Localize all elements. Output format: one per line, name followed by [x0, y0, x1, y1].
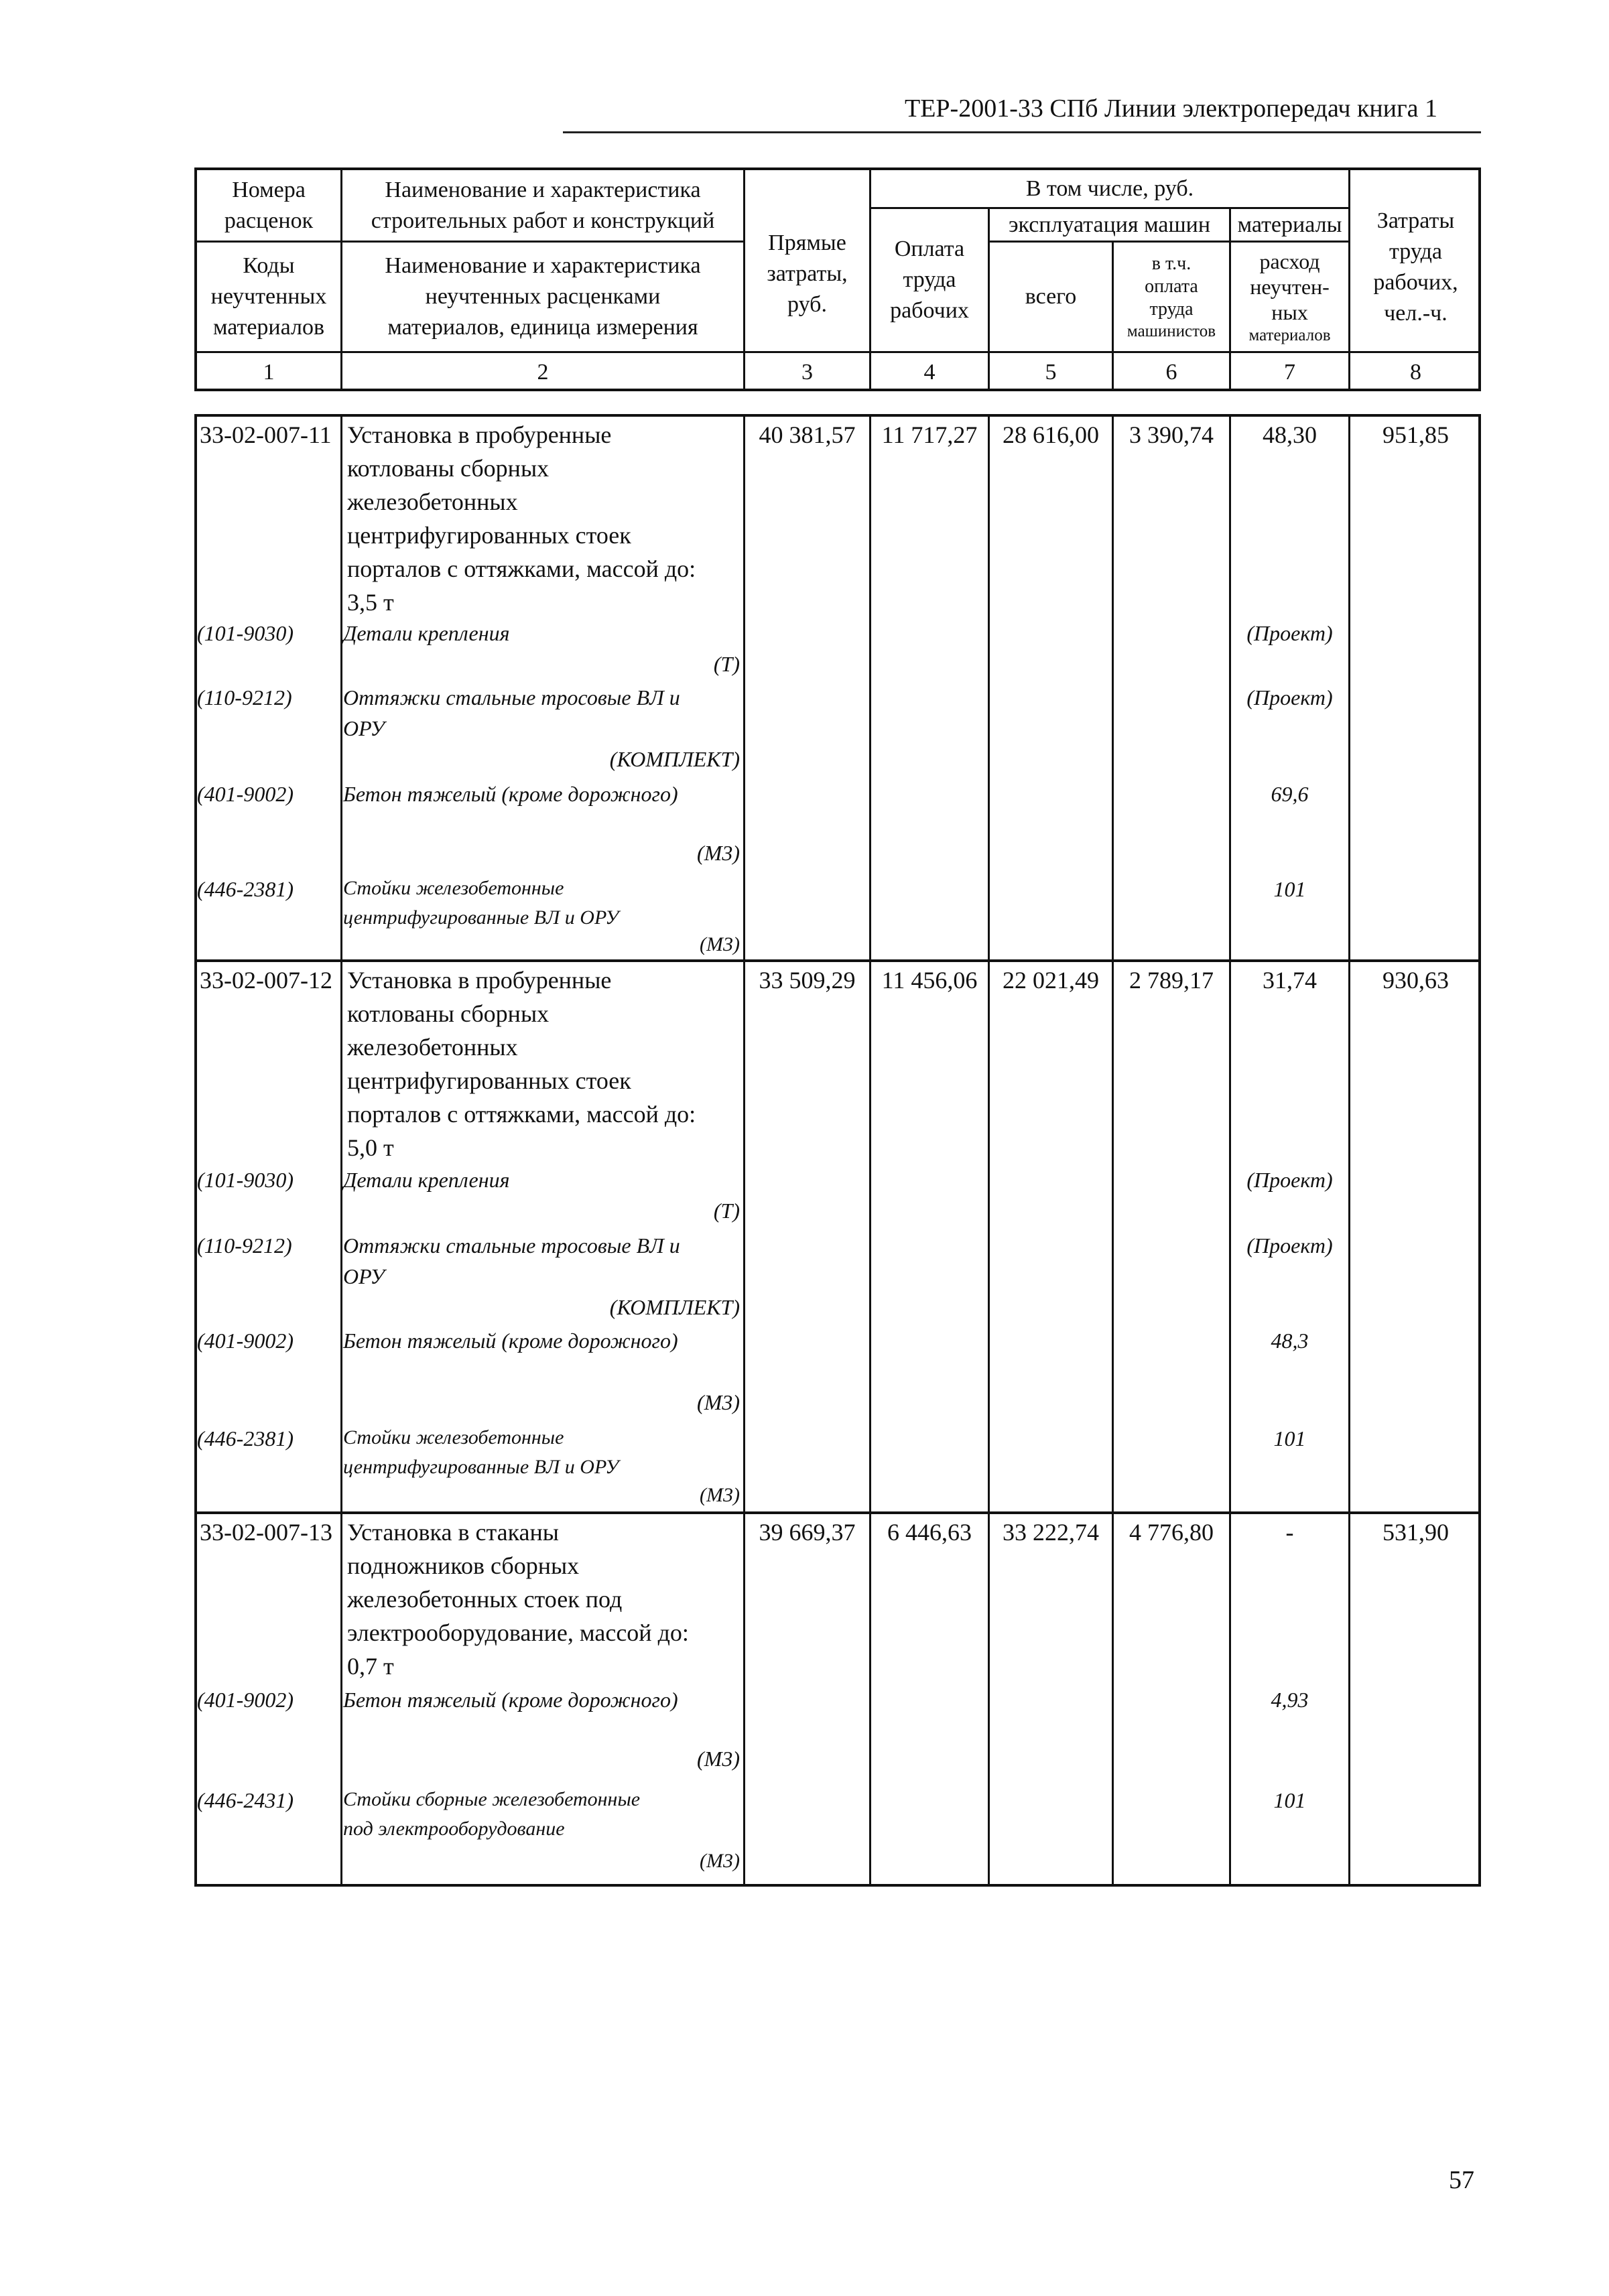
material-code: (110-9212) — [197, 1233, 292, 1258]
material-qty: 69,6 — [1271, 782, 1309, 806]
header-col8: Затраты — [1376, 208, 1455, 233]
material-code: (446-2381) — [197, 1426, 294, 1450]
header-col5: всего — [1025, 284, 1077, 309]
material-qty: 101 — [1273, 1426, 1306, 1450]
header-group-title: В том числе, руб. — [1025, 176, 1194, 201]
labor-hours: 930,63 — [1382, 967, 1449, 994]
material-qty: (Проект) — [1246, 1233, 1333, 1258]
materials-cost: 31,74 — [1263, 967, 1317, 994]
direct-costs: 40 381,57 — [759, 421, 856, 448]
material-qty: (Проект) — [1246, 685, 1333, 710]
col-number-5: 5 — [1045, 359, 1057, 385]
materials-cost: 48,30 — [1263, 421, 1317, 448]
header-rule — [563, 131, 1481, 133]
material-name: Стойки сборные железобетонные под электрооборудование (М3) — [343, 1788, 740, 1872]
header-col2-bottom: Наименование и характеристика — [385, 253, 701, 278]
rate-description: Установка в пробуренные котлованы сборных железобетонных центрифугированных стоек порталов с оттяжками, массой до: 5,0 т — [347, 967, 696, 1161]
col-number-1: 1 — [263, 359, 275, 385]
header-col1-bottom: Коды — [243, 253, 295, 278]
labor-pay: 11 717,27 — [881, 421, 978, 448]
material-qty: (Проект) — [1246, 621, 1333, 645]
header-machines: эксплуатация машин — [1008, 212, 1211, 237]
table-header: Номера расценок Коды неучтенных материалов Наименование и характеристика строительных работ и конструкций Наименование и характеристика неучтенных расценками материалов, единица измерения Прямые затраты, руб. В том числе, руб. Оплата труда рабочих эксплуатация машин всего в т.ч. оплата труда машинистов материалы расход неучтен- ных материалов Затраты труда рабочих, чел.-ч. 1 2 3 4 5 6 7 8 — [194, 167, 1481, 391]
labor-hours: 531,90 — [1382, 1519, 1449, 1546]
header-col6: в т.ч. — [1151, 253, 1192, 274]
material-name: Детали крепления (Т) — [343, 621, 740, 676]
direct-costs: 39 669,37 — [759, 1519, 856, 1546]
material-code: (401-9002) — [197, 782, 294, 806]
material-name: Бетон тяжелый (кроме дорожного) (М3) — [343, 782, 740, 865]
material-name: Бетон тяжелый (кроме дорожного) (М3) — [343, 1329, 740, 1414]
col-number-2: 2 — [537, 359, 549, 385]
rate-block-33-02-007-12 — [194, 959, 1481, 1514]
material-qty: 48,3 — [1271, 1329, 1309, 1353]
header-col7: расход — [1259, 249, 1320, 273]
material-name: Детали крепления (Т) — [343, 1168, 740, 1223]
material-name: Оттяжки стальные тросовые ВЛ и ОРУ (КОМПЛЕКТ) — [343, 1233, 740, 1319]
header-col1-top: Номера — [232, 177, 306, 202]
header-col4: Оплата — [894, 237, 965, 261]
material-qty: 101 — [1273, 877, 1306, 901]
material-code: (110-9212) — [197, 685, 292, 710]
col-number-6: 6 — [1165, 359, 1177, 385]
material-code: (101-9030) — [197, 1168, 294, 1192]
material-name: Стойки железобетонные центрифугированные ВЛ и ОРУ (М3) — [343, 1426, 740, 1506]
rate-code: 33-02-007-11 — [200, 421, 332, 448]
material-code: (401-9002) — [197, 1329, 294, 1353]
rate-code: 33-02-007-12 — [200, 967, 332, 994]
rate-description: Установка в пробуренные котлованы сборных железобетонных центрифугированных стоек порталов с оттяжками, массой до: 3,5 т — [347, 421, 696, 616]
material-qty: 101 — [1273, 1788, 1306, 1812]
machinists-pay: 2 789,17 — [1129, 967, 1214, 994]
running-head: ТЕР-2001-33 СПб Линии электропередач книга 1 — [905, 94, 1438, 123]
labor-hours: 951,85 — [1382, 421, 1449, 448]
col-number-4: 4 — [923, 359, 936, 385]
col-number-7: 7 — [1284, 359, 1295, 385]
labor-pay: 6 446,63 — [887, 1519, 972, 1546]
rate-description: Установка в стаканы подножников сборных железобетонных стоек под электрооборудование, массой до: 0,7 т — [347, 1519, 689, 1680]
rate-code: 33-02-007-13 — [200, 1519, 332, 1546]
material-name: Бетон тяжелый (кроме дорожного) (М3) — [343, 1688, 740, 1771]
materials-cost: - — [1285, 1519, 1294, 1546]
material-qty: 4,93 — [1271, 1688, 1309, 1712]
rate-block-33-02-007-13 — [194, 1511, 1481, 1887]
header-materials: материалы — [1237, 212, 1342, 237]
labor-pay: 11 456,06 — [881, 967, 978, 994]
material-name: Стойки железобетонные центрифугированные ВЛ и ОРУ (М3) — [343, 877, 740, 955]
direct-costs: 33 509,29 — [759, 967, 856, 994]
machines-total: 22 021,49 — [1003, 967, 1099, 994]
material-code: (401-9002) — [197, 1688, 294, 1712]
machines-total: 33 222,74 — [1003, 1519, 1099, 1546]
header-col3: Прямые — [768, 230, 846, 255]
col-number-3: 3 — [801, 359, 813, 385]
rate-block-33-02-007-11 — [194, 414, 1481, 962]
material-code: (101-9030) — [197, 621, 294, 645]
machinists-pay: 4 776,80 — [1129, 1519, 1214, 1546]
header-col2-top: Наименование и характеристика — [385, 177, 701, 202]
machinists-pay: 3 390,74 — [1129, 421, 1214, 448]
material-name: Оттяжки стальные тросовые ВЛ и ОРУ (КОМПЛЕКТ) — [343, 685, 740, 771]
material-code: (446-2381) — [197, 877, 294, 901]
material-code: (446-2431) — [197, 1788, 294, 1812]
col-number-8: 8 — [1410, 359, 1421, 385]
material-qty: (Проект) — [1246, 1168, 1333, 1192]
machines-total: 28 616,00 — [1003, 421, 1099, 448]
page-number: 57 — [1449, 2166, 1474, 2194]
